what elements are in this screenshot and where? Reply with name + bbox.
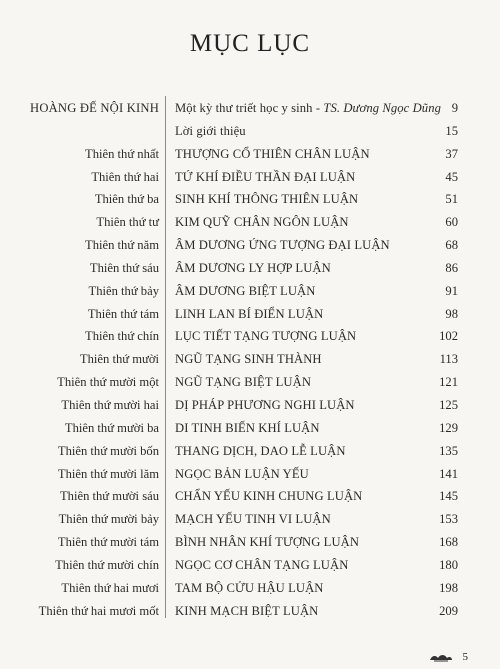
toc-entry-title: KINH MẠCH BIỆT LUẬN xyxy=(175,603,319,618)
table-of-contents xyxy=(0,97,500,622)
toc-entry xyxy=(0,600,500,623)
toc-entry-title-group xyxy=(175,417,320,440)
toc-entry-title: NGŨ TẠNG SINH THÀNH xyxy=(175,352,322,367)
toc-section-label: Thiên thứ mười bảy xyxy=(58,512,159,527)
toc-entry xyxy=(0,371,500,394)
toc-entry-title-group xyxy=(175,577,324,600)
toc-entry-title: TAM BỘ CỬU HẬU LUẬN xyxy=(175,580,324,595)
toc-entry-title: ÂM DƯƠNG BIỆT LUẬN xyxy=(175,283,316,298)
toc-entry-title-group xyxy=(175,303,323,326)
toc-section-label: HOÀNG ĐẾ NỘI KINH xyxy=(30,101,159,115)
toc-entry-title: DỊ PHÁP PHƯƠNG NGHI LUẬN xyxy=(175,397,355,412)
toc-entry xyxy=(0,257,500,280)
toc-entry xyxy=(0,394,500,417)
toc-page-number: 198 xyxy=(439,580,458,595)
toc-page-number: 180 xyxy=(439,557,458,572)
toc-section-label: Thiên thứ hai mươi xyxy=(61,580,159,595)
toc-entry-title-group xyxy=(175,166,355,189)
toc-section-label: Thiên thứ hai mươi mốt xyxy=(38,603,159,618)
toc-entry xyxy=(0,508,500,531)
toc-page-number: 37 xyxy=(445,146,458,161)
toc-page-number: 121 xyxy=(439,375,458,390)
toc-entry xyxy=(0,417,500,440)
toc-entry-title: BÌNH NHÂN KHÍ TƯỢNG LUẬN xyxy=(175,535,360,550)
toc-page-number: 86 xyxy=(445,260,458,275)
toc-section-label: Thiên thứ bảy xyxy=(88,283,159,298)
toc-entry-title: NGỌC CƠ CHÂN TẠNG LUẬN xyxy=(175,557,349,572)
toc-section-label: Thiên thứ tư xyxy=(96,215,159,230)
toc-entry-title: ÂM DƯƠNG LY HỢP LUẬN xyxy=(175,260,331,275)
toc-entry-title: Một kỳ thư triết học y sinh xyxy=(175,101,313,115)
toc-section-label: Thiên thứ mười chín xyxy=(55,557,159,572)
toc-section-label: Thiên thứ chín xyxy=(85,329,159,344)
toc-page-number: 45 xyxy=(445,169,458,184)
toc-page-number: 145 xyxy=(439,489,458,504)
page-number: 5 xyxy=(462,651,468,663)
toc-entry-title-group xyxy=(175,371,311,394)
toc-entry-author: - TS. Dương Ngọc Dũng xyxy=(315,101,441,115)
toc-entry-title: DI TINH BIẾN KHÍ LUẬN xyxy=(175,420,320,435)
toc-entry-title: MẠCH YẾU TINH VI LUẬN xyxy=(175,512,331,527)
toc-entry-title-group xyxy=(175,120,246,143)
toc-entry xyxy=(0,166,500,189)
toc-entry-title: TỨ KHÍ ĐIỀU THẦN ĐẠI LUẬN xyxy=(175,169,356,184)
toc-entry-title: NGŨ TẠNG BIỆT LUẬN xyxy=(175,375,312,390)
toc-entry-title-group xyxy=(175,234,390,257)
toc-entry xyxy=(0,577,500,600)
toc-entry-title: THANG DỊCH, DAO LỄ LUẬN xyxy=(175,443,346,458)
toc-entry xyxy=(0,280,500,303)
toc-entry-title-group xyxy=(175,348,322,371)
toc-page-number: 129 xyxy=(439,420,458,435)
toc-entry xyxy=(0,440,500,463)
toc-entry-title-group xyxy=(175,508,331,531)
toc-entry xyxy=(0,554,500,577)
toc-page-number: 15 xyxy=(445,123,458,138)
toc-page-number: 168 xyxy=(439,535,458,550)
toc-entry-title: KIM QUỸ CHÂN NGÔN LUẬN xyxy=(175,215,349,230)
toc-entry-title-group xyxy=(175,600,318,623)
toc-entry-title-group xyxy=(175,188,358,211)
toc-page-number: 113 xyxy=(439,352,458,367)
toc-section-label: Thiên thứ mười ba xyxy=(64,420,159,435)
toc-entry-title-group xyxy=(175,280,315,303)
toc-page-number: 209 xyxy=(439,603,458,618)
toc-section-label: Thiên thứ tám xyxy=(87,306,159,321)
toc-section-label: Thiên thứ nhất xyxy=(85,146,159,161)
toc-entry xyxy=(0,234,500,257)
toc-entry xyxy=(0,303,500,326)
toc-page-number: 60 xyxy=(445,215,458,230)
toc-entry-title-group xyxy=(175,97,441,120)
page-title: MỤC LỤC xyxy=(189,30,311,57)
cloud-ornament-icon xyxy=(428,651,454,663)
toc-entry-title-group xyxy=(175,257,331,280)
toc-entry-title: LỤC TIẾT TẠNG TƯỢNG LUẬN xyxy=(175,329,357,344)
toc-entry-title: ÂM DƯƠNG ỨNG TƯỢNG ĐẠI LUẬN xyxy=(175,238,390,253)
toc-entry-title-group xyxy=(175,394,355,417)
toc-entry-title-group xyxy=(175,211,349,234)
toc-page-number: 68 xyxy=(445,238,458,253)
toc-entry xyxy=(0,143,500,166)
toc-page-number: 51 xyxy=(445,192,458,207)
toc-section-label: Thiên thứ hai xyxy=(91,169,159,184)
toc-entry xyxy=(0,325,500,348)
toc-entry-title-group xyxy=(175,463,309,486)
toc-entry-title: SINH KHÍ THÔNG THIÊN LUẬN xyxy=(175,192,359,207)
toc-entry-title: CHẨN YẾU KINH CHUNG LUẬN xyxy=(175,489,363,504)
toc-entry-title: Lời giới thiệu xyxy=(175,123,246,138)
toc-entry-title-group xyxy=(175,440,346,463)
toc-entry-title-group xyxy=(175,485,362,508)
toc-page-number: 125 xyxy=(439,397,458,412)
toc-page-number: 135 xyxy=(439,443,458,458)
toc-entry-title-group xyxy=(175,554,348,577)
toc-entry xyxy=(0,97,500,120)
toc-entry xyxy=(0,485,500,508)
toc-section-label: Thiên thứ mười lăm xyxy=(57,466,159,481)
toc-section-label: Thiên thứ ba xyxy=(94,192,159,207)
toc-entry xyxy=(0,531,500,554)
toc-page-number: 153 xyxy=(439,512,458,527)
toc-entry xyxy=(0,348,500,371)
toc-entry-title: THƯỢNG CỔ THIÊN CHÂN LUẬN xyxy=(175,146,370,161)
toc-section-label: Thiên thứ sáu xyxy=(89,260,159,275)
toc-entry-title-group xyxy=(175,531,359,554)
toc-entry-title: LINH LAN BÍ ĐIỂN LUẬN xyxy=(175,306,324,321)
toc-page-number: 98 xyxy=(445,306,458,321)
toc-page-number: 141 xyxy=(439,466,458,481)
toc-page-number: 91 xyxy=(445,283,458,298)
toc-page-number: 9 xyxy=(451,101,458,115)
toc-section-label: Thiên thứ mười bốn xyxy=(57,443,159,458)
toc-section-label: Thiên thứ năm xyxy=(85,238,159,253)
toc-entry xyxy=(0,120,500,143)
toc-section-label: Thiên thứ mười sáu xyxy=(59,489,159,504)
toc-section-label: Thiên thứ mười một xyxy=(57,375,159,390)
toc-entry-title: NGỌC BẢN LUẬN YẾU xyxy=(175,466,309,481)
toc-section-label: Thiên thứ mười tám xyxy=(57,535,159,550)
toc-entry xyxy=(0,211,500,234)
toc-section-label: Thiên thứ mười hai xyxy=(61,397,159,412)
toc-page-number: 102 xyxy=(439,329,458,344)
toc-entry xyxy=(0,188,500,211)
toc-entry xyxy=(0,463,500,486)
toc-entry-title-group xyxy=(175,143,370,166)
toc-entry-title-group xyxy=(175,325,356,348)
toc-section-label: Thiên thứ mười xyxy=(79,352,159,367)
